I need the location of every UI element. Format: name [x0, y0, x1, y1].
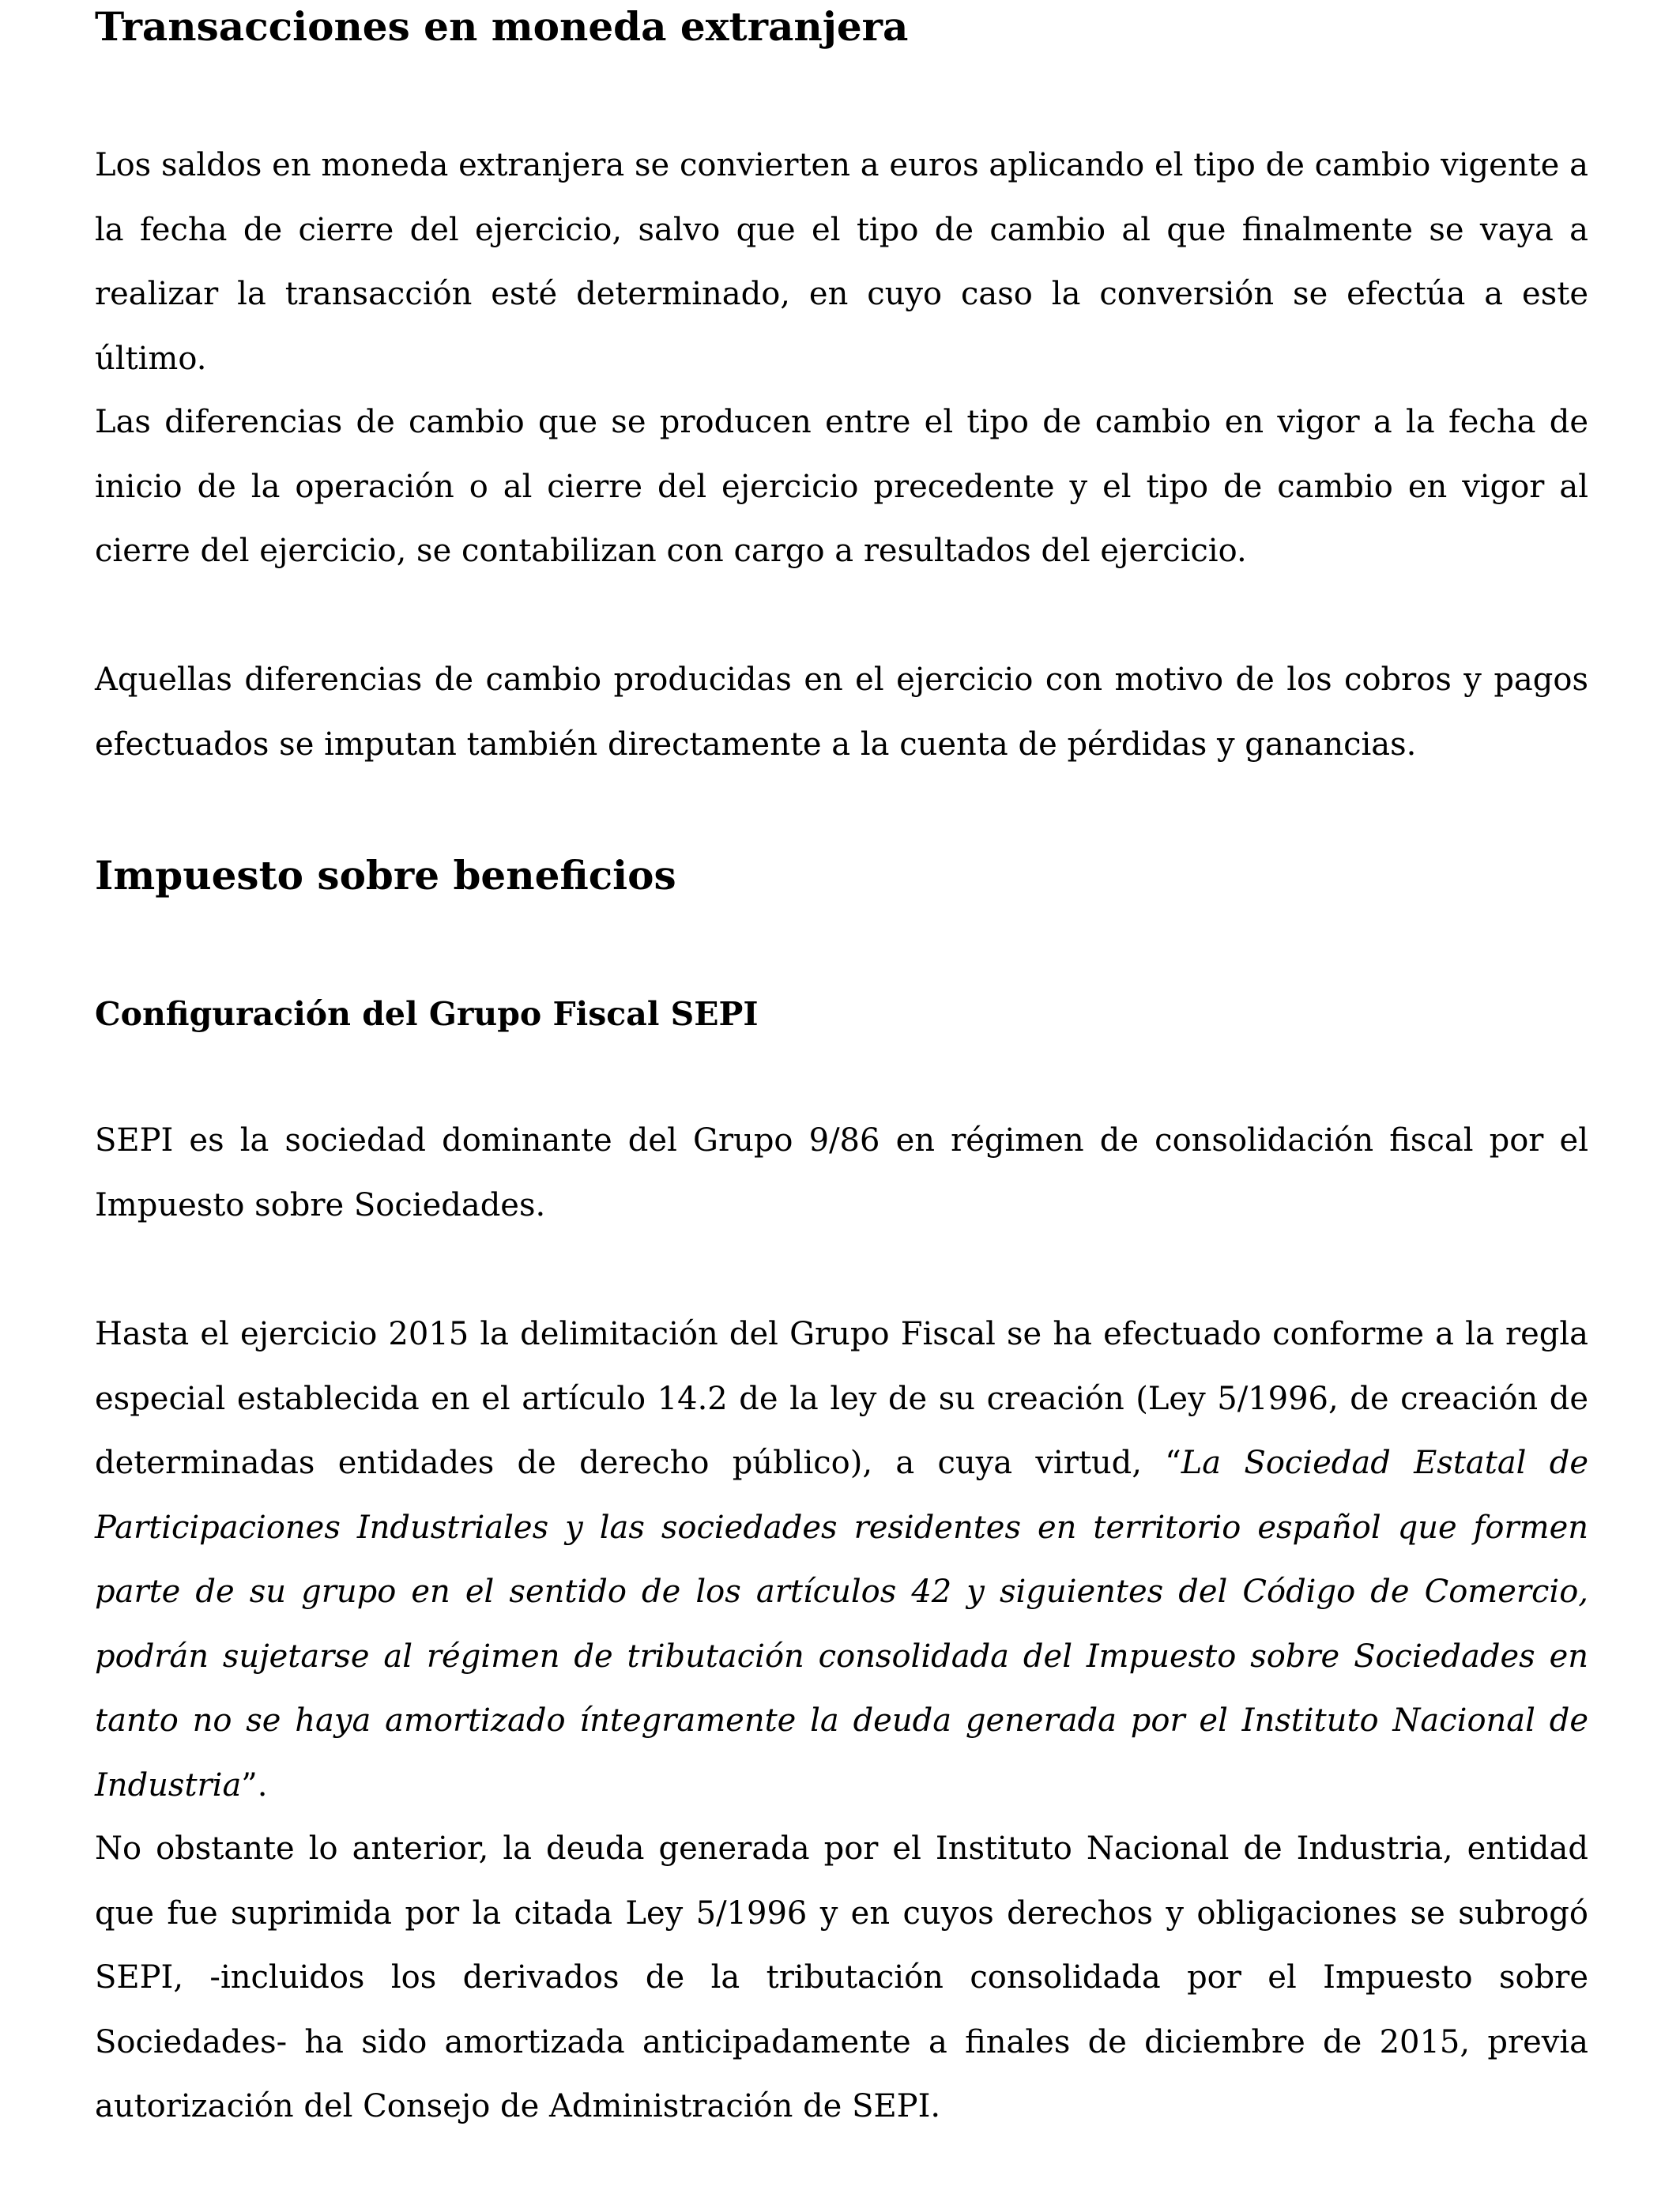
section-heading-foreign-currency: Transacciones en moneda extranjera: [95, 3, 909, 50]
paragraph-collections-payments: Aquellas diferencias de cambio producidas en el ejercicio con motivo de los cobros y pagos efectuados se imputan también directamente a la cuenta de pérdidas y ganancias.: [95, 662, 1588, 763]
paragraph-exchange-differences: Las diferencias de cambio que se producen entre el tipo de cambio en vigor a la fecha de inicio de la operación o al cierre del ejercicio precedente y el tipo de cambio en vigor al cierre del ejercicio, se contabilizan con cargo a resultados del ejercicio.: [95, 404, 1588, 569]
paragraph-sepi-dominant: SEPI es la sociedad dominante del Grupo 9/86 en régimen de consolidación fiscal por el Impuesto sobre Sociedades.: [95, 1122, 1588, 1223]
section-heading-income-tax: Impuesto sobre beneficios: [95, 852, 676, 899]
fiscal-rule-intro-text: Hasta el ejercicio 2015 la delimitación del Grupo Fiscal se ha efectuado conforme a la regla especial establecida en el artículo 14.2 de la ley de su creación (Ley 5/1996, de creación de determinadas entidades de derecho público), a cuya virtud, “: [95, 1316, 1588, 1481]
subsection-heading-fiscal-group: Configuración del Grupo Fiscal SEPI: [95, 995, 759, 1033]
paragraph-foreign-balances: Los saldos en moneda extranjera se convierten a euros aplicando el tipo de cambio vigente a la fecha de cierre del ejercicio, salvo que el tipo de cambio al que finalmente se vaya a realizar la transacción esté determinado, en cuyo caso la conversión se efectúa a este último.: [95, 147, 1588, 377]
paragraph-debt-amortized: No obstante lo anterior, la deuda generada por el Instituto Nacional de Industria, entidad que fue suprimida por la citada Ley 5/1996 y en cuyos derechos y obligaciones se subrogó SEPI, -incluidos los derivados de la tributación consolidada por el Impuesto sobre Sociedades- ha sido amortizada anticipadamente a finales de diciembre de 2015, previa autorización del Consejo de Administración de SEPI.: [95, 1830, 1588, 2124]
legal-quote-closing: ”.: [241, 1766, 268, 1804]
paragraph-fiscal-group-rule: [95, 1302, 1588, 1818]
legal-quote-text: La Sociedad Estatal de Participaciones Industriales y las sociedades residentes en territorio español que formen parte de su grupo en el sentido de los artículos 42 y siguientes del Código de Comercio, podrán sujetarse al régimen de tributación consolidada del Impuesto sobre Sociedades en tanto no se haya amortizado íntegramente la deuda generada por el Instituto Nacional de Industria: [95, 1445, 1589, 1804]
